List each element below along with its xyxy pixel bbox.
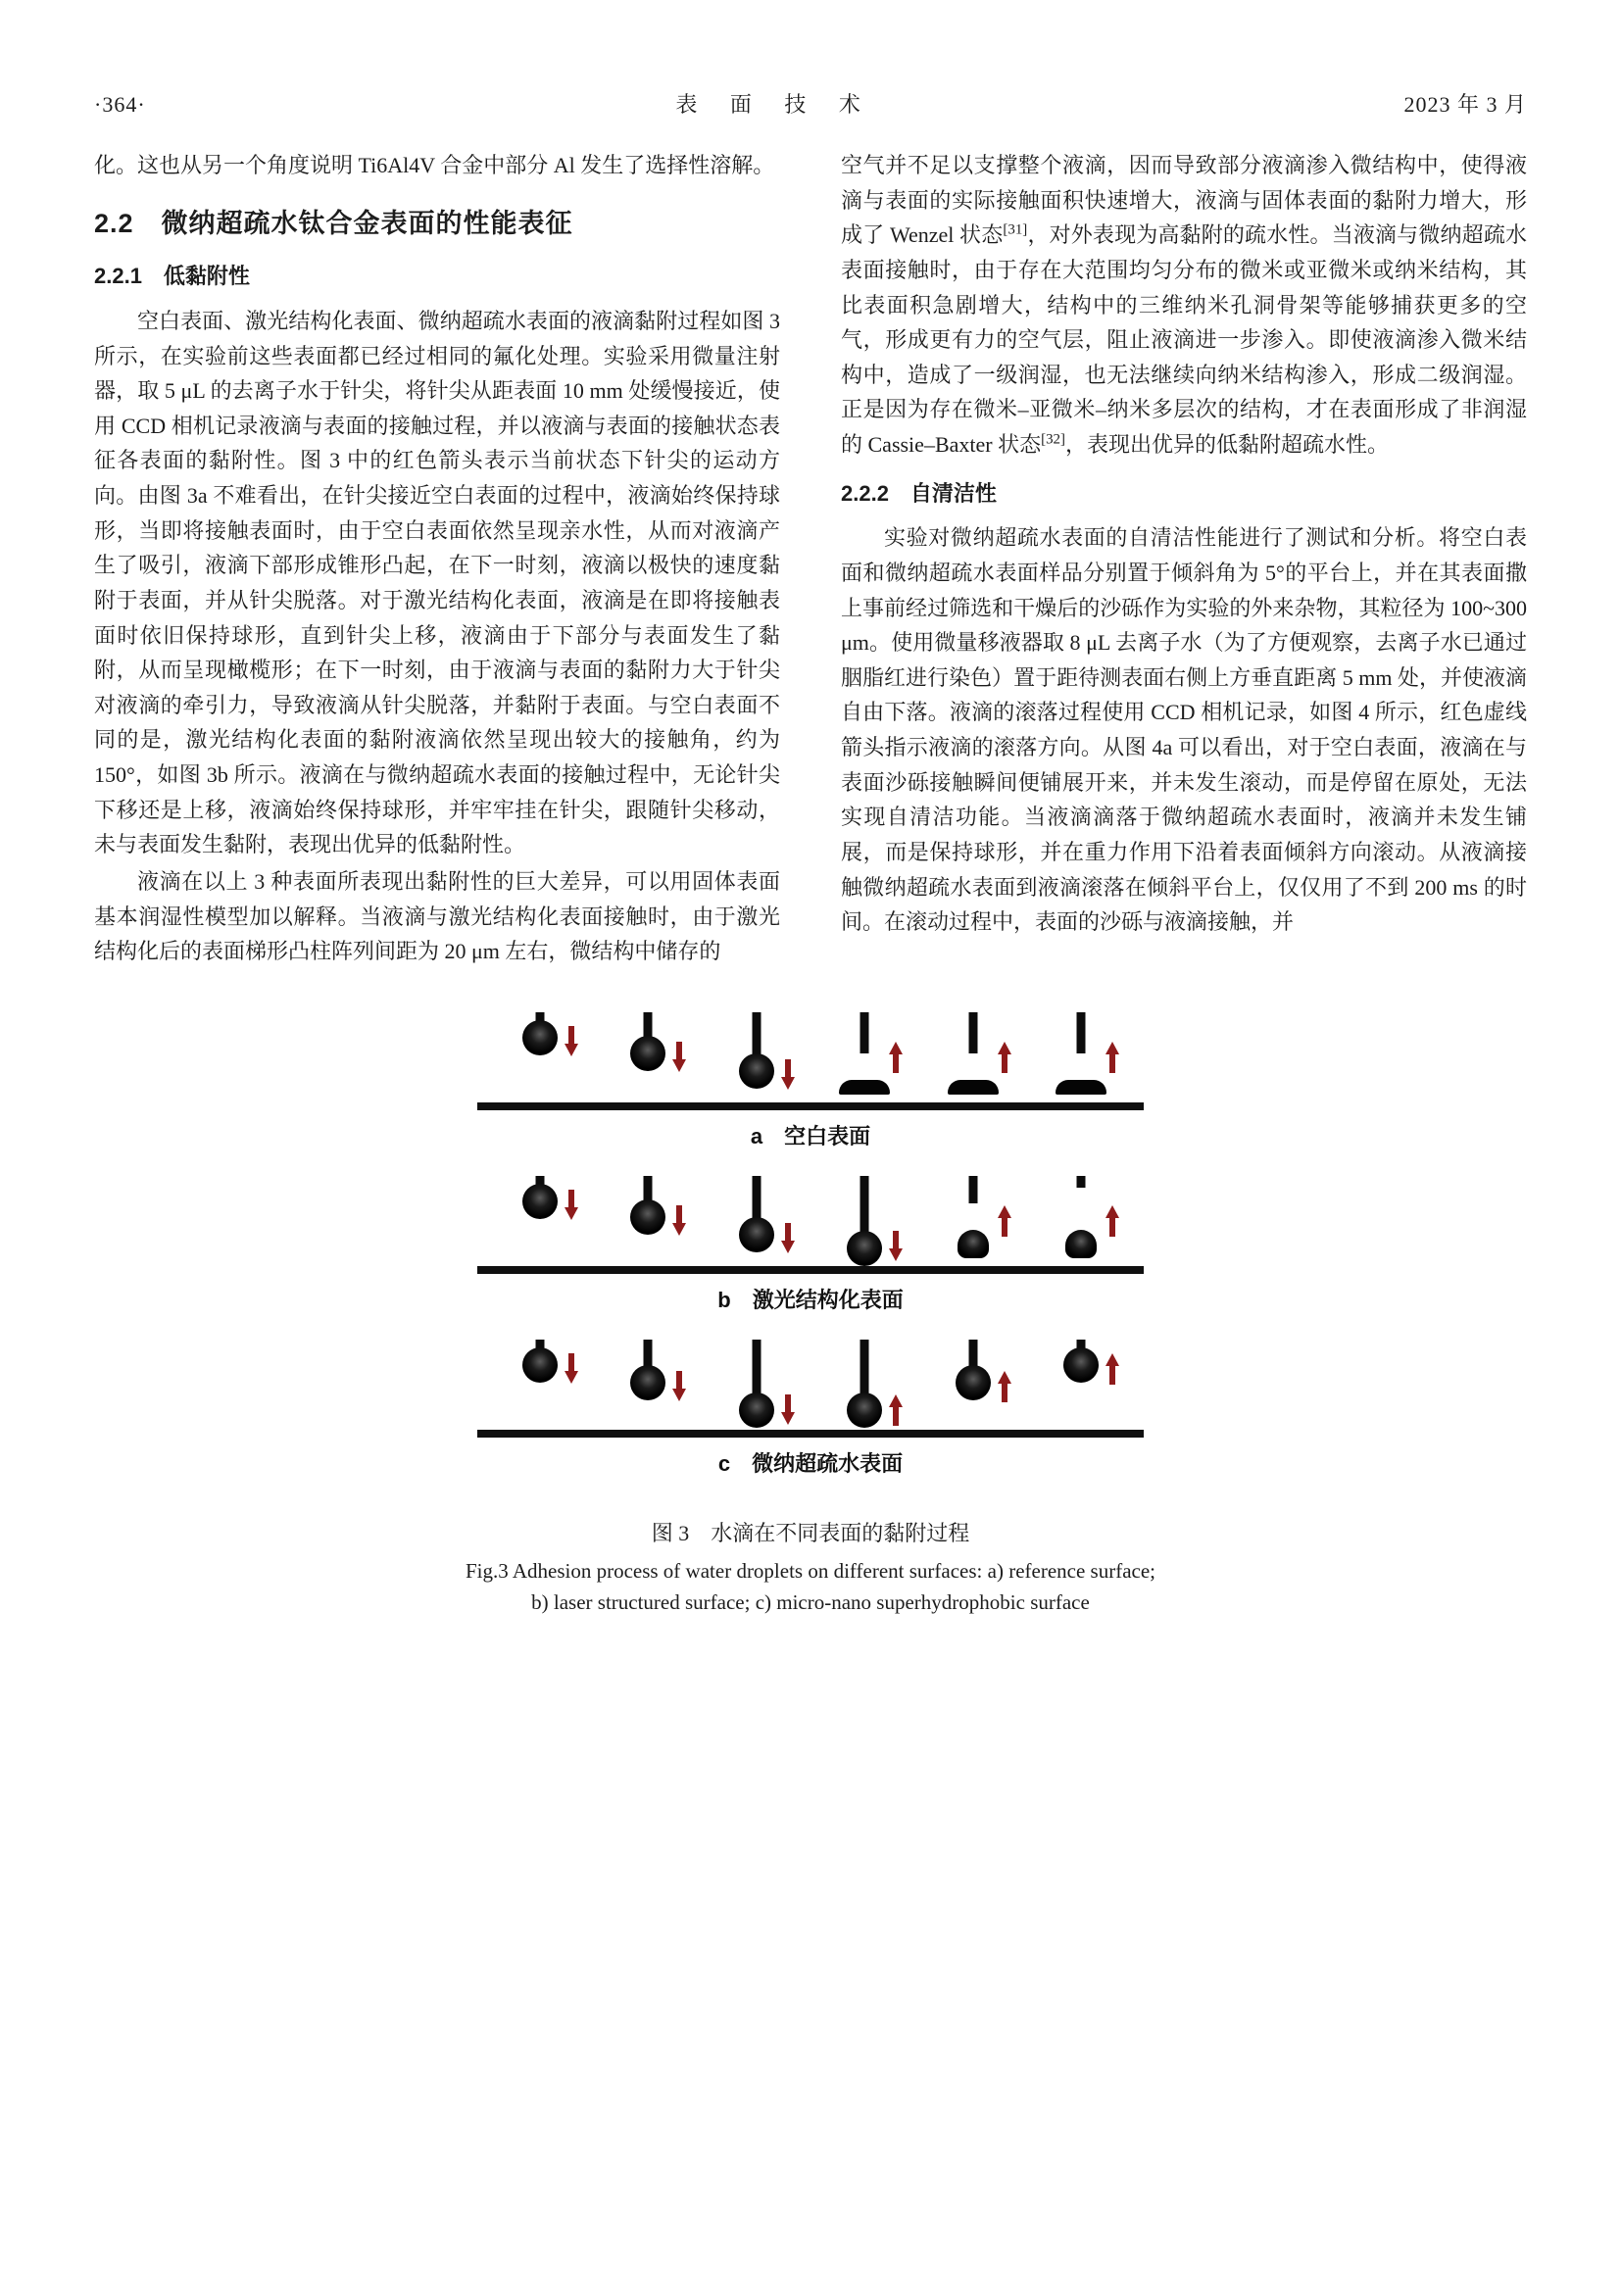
two-column-body [0, 119, 1621, 971]
water-droplet [630, 1036, 665, 1071]
figure-row-label: a 空白表面 [750, 1123, 871, 1148]
arrow-head [1105, 1042, 1119, 1054]
water-droplet [956, 1365, 991, 1400]
paragraph-wetting-model: 液滴在以上 3 种表面所表现出黏附性的巨大差异，可以用固体表面基本润湿性模型加以解释。当液滴与激光结构化表面接触时，由于激光结构化后的表面梯形凸柱阵列间距为 20 μm 左右，微结构中储存的 [94, 868, 780, 964]
arrow-head [672, 1059, 686, 1072]
water-droplet [739, 1053, 774, 1089]
water-droplet [522, 1184, 558, 1219]
arrow-head [565, 1371, 578, 1384]
figure-strip-a [487, 1012, 1134, 1110]
arrow-stem [893, 1053, 899, 1073]
figure-row-label: b 激光结构化表面 [717, 1287, 904, 1312]
arrow-head [1105, 1353, 1119, 1366]
water-droplet [847, 1392, 882, 1428]
figure-rows [487, 1012, 1134, 1503]
water-droplet [1063, 1347, 1099, 1383]
arrow-stem [1002, 1383, 1007, 1402]
water-droplet-spread [839, 1080, 890, 1095]
red-arrow-up-icon [998, 1371, 1011, 1402]
arrow-stem [785, 1223, 791, 1243]
arrow-stem [1109, 1217, 1115, 1237]
paragraph-self-cleaning: 实验对微纳超疏水表面的自清洁性能进行了测试和分析。将空白表面和微纳超疏水表面样品分别置于倾斜角为 5°的平台上，并在其表面撒上事前经过筛选和干燥后的沙砾作为实验的外来杂物，其粒径为 100~300 μm。使用微量移液器取 8 μL 去离子水（为了方便观察，去离子水已通过胭脂红进行染色）置于距待测表面右侧上方垂直距离 5 mm 处，并使液滴自由下落。液滴的滚落过程使用 CCD 相机记录，如图 4 所示，红色虚线箭头指示液滴的滚落方向。从图 4a 可以看出，对于空白表面，液滴在与表面沙砾接触瞬间便铺展开来，并未发生滚动，而是停留在原处，无法实现自清洁功能。当液滴滴落于微纳超疏水表面时，液滴并未发生铺展，而是保持球形，并在重力作用下沿着表面倾斜方向滚动。从液滴接触微纳超疏水表面到液滴滚落在倾斜平台上，仅仅用了不到 200 ms 的时间。在滚动过程中，表面的沙砾与液滴接触，并 [841, 525, 1527, 935]
right-column [841, 148, 1527, 971]
droplet-frame [1032, 1340, 1130, 1430]
arrow-head [998, 1205, 1011, 1218]
arrow-stem [1002, 1053, 1007, 1073]
red-arrow-down-icon [781, 1394, 795, 1426]
text-run: 空气并不足以支撑整个液滴，因而导致部分液滴渗入微结构中，使得液滴与表面的实际接触面积快速增大，液滴与固体表面的黏附力增大，形成了 Wenzel 状态 [841, 153, 1527, 248]
journal-title: 表 面 技 术 [675, 92, 874, 117]
droplet-frame [815, 1176, 913, 1266]
surface-line [477, 1102, 1144, 1110]
water-droplet-spread [1056, 1080, 1106, 1095]
red-arrow-down-icon [565, 1026, 578, 1057]
arrow-head [998, 1371, 1011, 1384]
subsection-heading-2-2-2: 2.2.2 自清洁性 [841, 480, 997, 506]
droplet-frame [599, 1012, 697, 1102]
arrow-head [565, 1207, 578, 1220]
red-arrow-up-icon [1105, 1042, 1119, 1073]
arrow-stem [1109, 1365, 1115, 1385]
figure-caption-en-line1: Fig.3 Adhesion process of water droplets on different surfaces: a) reference surface; [465, 1558, 1155, 1583]
needle-icon [1076, 1012, 1085, 1053]
arrow-stem [676, 1205, 682, 1225]
needle-icon [968, 1176, 977, 1203]
figure-caption-en [466, 1555, 1155, 1619]
figure-3 [0, 1012, 1621, 1619]
droplet-frame [815, 1340, 913, 1430]
water-droplet [522, 1020, 558, 1055]
red-arrow-up-icon [889, 1394, 903, 1426]
arrow-head [1105, 1205, 1119, 1218]
red-arrow-up-icon [998, 1042, 1011, 1073]
paragraph-wenzel-cassie [841, 148, 1527, 463]
red-arrow-down-icon [672, 1371, 686, 1402]
red-arrow-down-icon [565, 1353, 578, 1385]
droplet-frame [708, 1340, 806, 1430]
arrow-stem [568, 1190, 574, 1209]
red-arrow-down-icon [672, 1042, 686, 1073]
droplet-frame [491, 1340, 589, 1430]
red-arrow-up-icon [1105, 1205, 1119, 1237]
needle-icon [860, 1012, 869, 1053]
water-droplet [739, 1392, 774, 1428]
droplet-frame [599, 1340, 697, 1430]
arrow-stem [568, 1026, 574, 1046]
arrow-stem [676, 1042, 682, 1061]
page-number: ·364· [94, 92, 146, 117]
citation-ref-32: [32] [1041, 431, 1066, 448]
water-droplet [847, 1231, 882, 1266]
water-droplet [522, 1347, 558, 1383]
red-arrow-down-icon [672, 1205, 686, 1237]
droplet-frame [924, 1176, 1022, 1266]
arrow-stem [1002, 1217, 1007, 1237]
citation-ref-31: [31] [1003, 221, 1028, 238]
figure-caption-en-line2: b) laser structured surface; c) micro-nano superhydrophobic surface [531, 1590, 1090, 1615]
water-droplet-spread [948, 1080, 999, 1095]
red-arrow-up-icon [889, 1042, 903, 1073]
droplet-frame [815, 1012, 913, 1102]
arrow-head [889, 1394, 903, 1407]
water-droplet-ball [1065, 1230, 1097, 1258]
droplet-frame [708, 1012, 806, 1102]
figure-caption-cn: 图 3 水滴在不同表面的黏附过程 [651, 1520, 970, 1545]
figure-strip-b [487, 1176, 1134, 1274]
water-droplet [630, 1365, 665, 1400]
red-arrow-up-icon [1105, 1353, 1119, 1385]
figure-strip-c [487, 1340, 1134, 1438]
droplet-frame [924, 1012, 1022, 1102]
arrow-stem [1109, 1053, 1115, 1073]
droplet-frame [491, 1012, 589, 1102]
red-arrow-down-icon [781, 1059, 795, 1091]
section-heading-2-2: 2.2 微纳超疏水钛合金表面的性能表征 [94, 208, 573, 238]
arrow-head [889, 1248, 903, 1261]
water-droplet [630, 1199, 665, 1235]
text-run: ，表现出优异的低黏附超疏水性。 [1065, 432, 1390, 457]
red-arrow-down-icon [781, 1223, 795, 1254]
droplet-frame [708, 1176, 806, 1266]
droplet-frame [599, 1176, 697, 1266]
figure-row-label: c 微纳超疏水表面 [717, 1450, 904, 1476]
arrow-head [565, 1044, 578, 1056]
arrow-head [781, 1412, 795, 1425]
water-droplet [739, 1217, 774, 1252]
arrow-stem [676, 1371, 682, 1391]
arrow-head [889, 1042, 903, 1054]
arrow-head [781, 1241, 795, 1253]
issue-date: 2023 年 3 月 [1403, 92, 1527, 117]
page-header [0, 0, 1621, 119]
arrow-head [672, 1223, 686, 1236]
red-arrow-up-icon [998, 1205, 1011, 1237]
surface-line [477, 1266, 1144, 1274]
droplet-frame [1032, 1176, 1130, 1266]
text-run: ，对外表现为高黏附的疏水性。当液滴与微纳超疏水表面接触时，由于存在大范围均匀分布的微米或亚微米或纳米结构，其比表面积急剧增大，结构中的三维纳米孔洞骨架等能够捕获更多的空气，形成更有力的空气层，阻止液滴进一步渗入。即使液滴渗入微米结构中，造成了一级润湿，也无法继续向纳米结构渗入，形成二级润湿。正是因为存在微米–亚微米–纳米多层次的结构，才在表面形成了非润湿的 Cassie–Baxter 状态 [841, 222, 1527, 457]
arrow-stem [893, 1231, 899, 1250]
surface-line [477, 1430, 1144, 1438]
arrow-stem [893, 1406, 899, 1426]
paragraph-continuation: 化。这也从另一个角度说明 Ti6Al4V 合金中部分 Al 发生了选择性溶解。 [94, 153, 775, 177]
arrow-stem [785, 1394, 791, 1414]
subsection-heading-2-2-1: 2.2.1 低黏附性 [94, 264, 250, 289]
arrow-stem [785, 1059, 791, 1079]
droplet-frame [924, 1340, 1022, 1430]
needle-icon [968, 1012, 977, 1053]
arrow-head [672, 1389, 686, 1401]
arrow-head [998, 1042, 1011, 1054]
left-column [94, 148, 780, 971]
arrow-stem [568, 1353, 574, 1373]
red-arrow-down-icon [889, 1231, 903, 1262]
arrow-head [781, 1077, 795, 1090]
paragraph-adhesion-experiment: 空白表面、激光结构化表面、微纳超疏水表面的液滴黏附过程如图 3 所示，在实验前这些表面都已经过相同的氟化处理。实验采用微量注射器，取 5 μL 的去离子水于针尖，将针尖从距表面 10 mm 处缓慢接近，使用 CCD 相机记录液滴与表面的接触过程，并以液滴与表面的接触状态表征各表面的黏附性。图 3 中的红色箭头表示当前状态下针尖的运动方向。由图 3a 不难看出，在针尖接近空白表面的过程中，液滴始终保持球形，当即将接触表面时，由于空白表面依然呈现亲水性，从而对液滴产生了吸引，液滴下部形成锥形凸起，在下一时刻，液滴以极快的速度黏附于表面，并从针尖脱落。对于激光结构化表面，液滴是在即将接触表面时依旧保持球形，直到针尖上移，液滴由于下部分与表面发生了黏附，从而呈现橄榄形；在下一时刻，由于液滴与表面的黏附力大于针尖对液滴的牵引力，导致液滴从针尖脱落，并黏附于表面。与空白表面不同的是，激光结构化表面的黏附液滴依然呈现出较大的接触角，约为 150°，如图 3b 所示。液滴在与微纳超疏水表面的接触过程中，无论针尖下移还是上移，液滴始终保持球形，并牢牢挂在针尖，跟随针尖移动，未与表面发生黏附，表现出优异的低黏附性。 [94, 308, 780, 857]
needle-icon [1076, 1176, 1085, 1188]
water-droplet-ball [958, 1230, 989, 1258]
droplet-frame [491, 1176, 589, 1266]
red-arrow-down-icon [565, 1190, 578, 1221]
droplet-frame [1032, 1012, 1130, 1102]
